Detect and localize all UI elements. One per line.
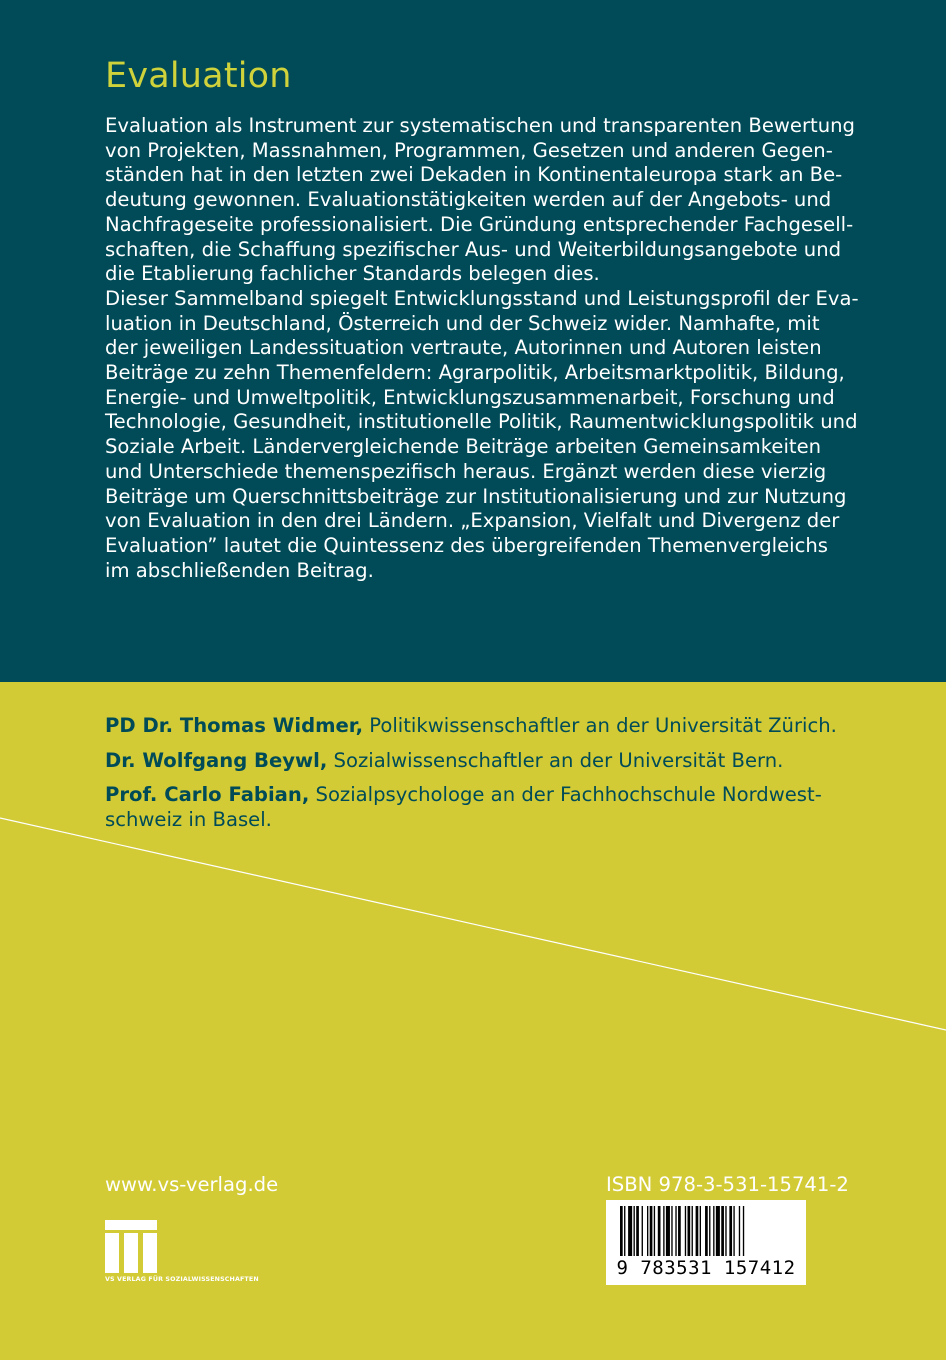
barcode-bar bbox=[705, 1206, 708, 1256]
description-line: Beiträge um Querschnittsbeiträge zur Institutionalisierung und zur Nutzung bbox=[105, 484, 847, 508]
barcode-bar bbox=[733, 1206, 734, 1256]
barcode-bar bbox=[624, 1206, 625, 1256]
author-line bbox=[105, 783, 825, 808]
description-line: schaften, die Schaffung spezifischer Aus- und Weiterbildungsangebote und bbox=[105, 237, 842, 261]
barcode-digits: 9 783531 157412 bbox=[616, 1257, 796, 1279]
barcode-bar bbox=[743, 1206, 744, 1256]
publisher-website: www.vs-verlag.de bbox=[105, 1173, 279, 1196]
barcode-bar bbox=[634, 1206, 635, 1256]
description-line: die Etablierung fachlicher Standards belegen dies. bbox=[105, 262, 600, 286]
author-line bbox=[105, 749, 825, 774]
author-name: PD Dr. Thomas Widmer, bbox=[105, 714, 364, 737]
author-entry bbox=[105, 783, 825, 832]
author-affiliation: Sozialpsychologe an der Fachhochschule Nordwest- bbox=[309, 783, 822, 807]
barcode-bar bbox=[650, 1206, 653, 1256]
barcode-bar bbox=[721, 1206, 724, 1256]
barcode-bar bbox=[647, 1206, 648, 1256]
description-line: Energie- und Umweltpolitik, Entwicklungszusammenarbeit, Forschung und bbox=[105, 385, 835, 409]
description-line: Soziale Arbeit. Ländervergleichende Beiträge arbeiten Gemeinsamkeiten bbox=[105, 435, 822, 459]
author-name: Prof. Carlo Fabian, bbox=[105, 783, 310, 807]
barcode-bar bbox=[729, 1206, 732, 1256]
barcode-bar bbox=[713, 1206, 714, 1256]
barcode-bar bbox=[666, 1206, 670, 1256]
barcode-bar bbox=[696, 1206, 699, 1256]
barcode-bar bbox=[671, 1206, 672, 1256]
author-entry bbox=[105, 749, 825, 774]
description-line: Technologie, Gesundheit, institutionelle Politik, Raumentwicklungspolitik und bbox=[105, 410, 858, 434]
barcode-bar bbox=[716, 1206, 720, 1256]
barcode-bar bbox=[663, 1206, 664, 1256]
barcode-bar bbox=[688, 1206, 691, 1256]
author-line bbox=[105, 714, 837, 739]
description-line: Nachfrageseite professionalisiert. Die Gründung entsprechender Fachgesell- bbox=[105, 212, 854, 236]
description-line: Dieser Sammelband spiegelt Entwicklungsstand und Leistungsprofil der Eva- bbox=[105, 286, 859, 310]
author-entry bbox=[105, 714, 837, 739]
description-line: Evaluation als Instrument zur systematischen und transparenten Bewertung bbox=[105, 114, 855, 137]
description-line: luation in Deutschland, Österreich und der Schweiz wider. Namhafte, mit bbox=[105, 311, 820, 335]
barcode-bar bbox=[628, 1206, 632, 1256]
isbn-number: ISBN 978-3-531-15741-2 bbox=[606, 1173, 849, 1196]
barcode-bar bbox=[636, 1206, 639, 1256]
barcode-bar bbox=[725, 1206, 726, 1256]
barcode-bar bbox=[642, 1206, 643, 1256]
author-affiliation: Sozialwissenschaftler an der Universität Bern. bbox=[327, 748, 784, 772]
description-line: Beiträge zu zehn Themenfeldern: Agrarpolitik, Arbeitsmarktpolitik, Bildung, bbox=[105, 361, 845, 385]
barcode bbox=[606, 1200, 806, 1285]
barcode-bar bbox=[675, 1206, 676, 1256]
barcode-bar bbox=[678, 1206, 681, 1256]
description-line: deutung gewonnen. Evaluationstätigkeiten werden auf der Angebots- und bbox=[105, 188, 832, 212]
description-line: im abschließenden Beitrag. bbox=[105, 558, 374, 582]
barcode-bar bbox=[739, 1206, 740, 1256]
barcode-bar bbox=[692, 1206, 693, 1256]
barcode-bar bbox=[620, 1206, 623, 1256]
description-line: ständen hat in den letzten zwei Dekaden in Kontinentaleuropa stark an Be- bbox=[105, 163, 843, 187]
description-line: von Evaluation in den drei Ländern. „Expansion, Vielfalt und Divergenz der bbox=[105, 509, 840, 533]
barcode-bar bbox=[654, 1206, 655, 1256]
barcode-bar bbox=[709, 1206, 710, 1256]
publisher-logo-caption: VS VERLAG FÜR SOZIALWISSENSCHAFTEN bbox=[105, 1276, 259, 1283]
description-line: und Unterschiede themenspezifisch heraus. Ergänzt werden diese vierzig bbox=[105, 459, 827, 483]
book-title: Evaluation bbox=[105, 56, 292, 96]
author-affiliation: Politikwissenschaftler an der Universität Zürich. bbox=[363, 714, 837, 737]
description-line: Evaluation” lautet die Quintessenz des übergreifenden Themenvergleichs bbox=[105, 533, 828, 557]
author-affiliation: schweiz in Basel. bbox=[105, 808, 272, 832]
barcode-bar bbox=[658, 1206, 661, 1256]
barcode-bar bbox=[685, 1206, 686, 1256]
barcode-bar bbox=[700, 1206, 701, 1256]
description-line: der jeweiligen Landessituation vertraute, Autorinnen und Autoren leisten bbox=[105, 336, 822, 360]
author-name: Dr. Wolfgang Beywl, bbox=[105, 748, 328, 772]
description-line: von Projekten, Massnahmen, Programmen, Gesetzen und anderen Gegen- bbox=[105, 138, 833, 162]
author-list bbox=[105, 714, 837, 843]
